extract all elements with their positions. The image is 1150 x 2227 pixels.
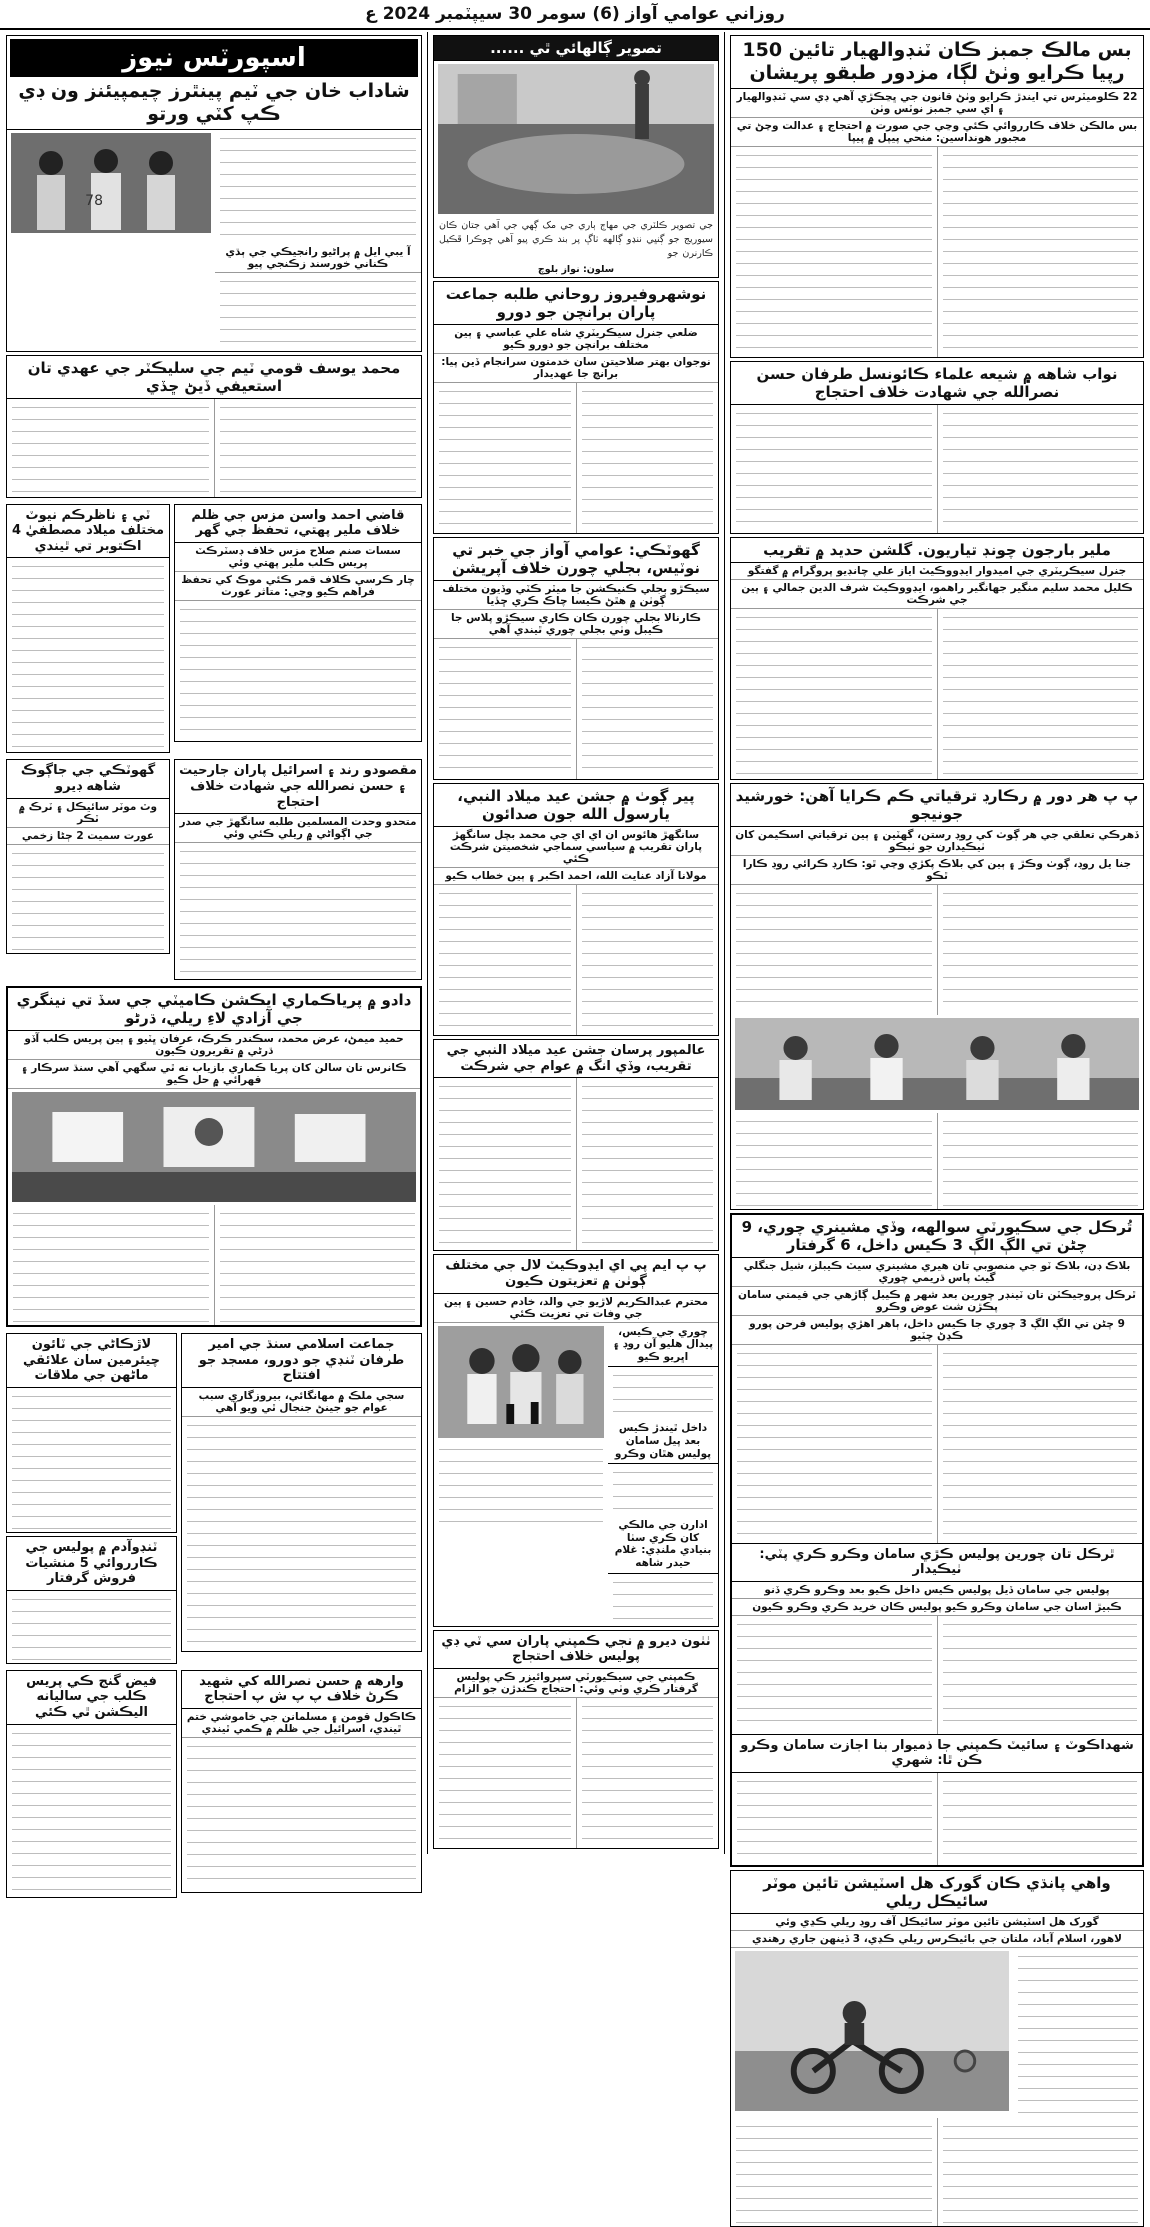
masthead: روزاني عوامي آواز (6) سومر 30 سيپٽمبر 2024 ع xyxy=(0,0,1150,30)
photo-credit: سلون: نواز بلوچ xyxy=(537,264,615,276)
motorcycle-icon xyxy=(735,1951,1009,2111)
sports-headline: شاداب خان جي ٽيم پينٿرز چيمپيئنز ون ڊي ڪپ کٽي ورتو xyxy=(7,77,421,130)
press-conference-photo xyxy=(438,1326,604,1438)
article-text xyxy=(1013,1948,1143,2118)
article-text xyxy=(608,1574,718,1626)
article-text xyxy=(7,1725,176,1897)
turkul-subheadline-3: 9 چڻن تي الڳ الڳ 3 چوري جا ڪيس داخل، ٻاهر اهڙي پوليس فرحن پورو ڪڍڻ چٽيو xyxy=(732,1316,1142,1345)
sports-subheadline: آ يبي ايل ۾ پراڻيو رانجيڪي جي ٻڌي ڪناني خورسند زڪنجي پيو xyxy=(215,244,421,273)
qazi-headline: قاضي احمد واسن مزس جي ظلم خلاف ملير پهتي، تحفظ جي گهر xyxy=(175,505,421,543)
article-text xyxy=(937,1113,1144,1209)
malir-headline: ملير بارجون چونڊ تياريون. گلشن حديد ۾ تقريب xyxy=(731,538,1143,563)
article-text xyxy=(732,1616,937,1734)
yousuf-story xyxy=(6,355,422,498)
pir-headline: پير ڳوٺ ۾ جشن عيد ميلاد النبي، يارسول الله جون صدائون xyxy=(434,784,718,827)
column-right xyxy=(728,32,1146,1945)
article-text xyxy=(215,130,421,244)
ppp-mid-story xyxy=(433,1254,719,1626)
turkul2-subheadline: پوليس جي سامان ڏيل پوليس ڪيس داخل ڪيو بعد وڪرو ڪري ڏنو xyxy=(732,1582,1142,1599)
cricket-players-icon xyxy=(11,133,211,233)
malir-subheadline-2: ڪليل محمد سليم منگير جهانگير راهمو، ايڊووڪيٽ شرف الدين جمالي ۽ ٻين جي شرڪت xyxy=(731,580,1143,609)
dadu-subheadline-2: ڪانرس تان سالن کان پريا ڪماري بازياب نه ٿي سگهي آهي سنڌ سرڪار ۽ قهرائي ۾ حل ڪيو xyxy=(8,1060,420,1089)
dadu-subheadline: حميد ميمڻ، عرض محمد، سڪندر ڪرڪ، عرفان ڀٽيو ۽ ٻين پريس ڪلب آڏو ڌرڻي ۾ تقريرون ڪيون xyxy=(8,1031,420,1060)
article-text xyxy=(731,2118,937,2226)
waahi-headline: واهي پانڌي ڪان گورک هل اسٽيشن تائين موٽر سائيڪل ريلي xyxy=(731,1871,1143,1914)
article-text xyxy=(732,1773,937,1865)
lead-subheadline-2: بس مالڪن خلاف ڪارروائي ڪئي وڃي جي صورت ۾ احتجاج ۽ عدالت وڃڻ تي مجبور هونداسين: منحي پيپل ۾ پيپا xyxy=(731,118,1143,147)
bike-rally-photo xyxy=(735,1951,1009,2111)
qazi-subheadline-2: چار ڪرسي ڪلاف قمر ڪئي موڪ کي تحفظ فراهم ڪيو وڃي: متاثر عورت xyxy=(175,572,421,601)
column-left xyxy=(4,32,424,1854)
ppp-subheadline: ڏهرڪي تعلقي جي هر ڳوٺ کي روڊ رستن، گهٽين ۽ ٻين ترقياتي اسڪيمن کان ٺيڪيدارن جو ٺيڪو xyxy=(731,827,1143,856)
article-text xyxy=(215,273,421,351)
maqsood-story xyxy=(174,759,422,980)
aalmpur-headline: عالمپور پرسان جشن عيد ميلاد النبي جي تقريب، وڏي انگ ۾ عوام جي شرڪت xyxy=(434,1040,718,1078)
article-text xyxy=(731,885,937,1015)
side-brief-3: ادارن جي مالڪي کان ڪري سٺا بنيادي ملنڊي: غلام حيدر شاهه xyxy=(608,1516,718,1573)
article-text xyxy=(576,383,719,533)
article-text xyxy=(576,885,719,1035)
article-text xyxy=(608,1464,718,1516)
ppp-subheadline-2: جنا يل روڊ، ڳوٺ وڪڙ ۽ ٻين کي بلاڪ پکڙي وڃي ٿو: ڪارڊ ڪرائي روڊ ڪارا ٿڪو xyxy=(731,856,1143,885)
microphone-icon xyxy=(438,1326,604,1438)
aalmpur-story xyxy=(433,1039,719,1251)
ghotki2-subheadline: وٽ موٽر سائيڪل ۽ ٽرڪ ۾ ٽڪر xyxy=(7,799,169,828)
jamaat-headline: جماعت اسلامي سنڌ جي امير طرفان ٽنڊي جو دورو، مسجد جو افتتاح xyxy=(182,1334,421,1388)
article-text xyxy=(937,1345,1143,1543)
flooded-street-photo xyxy=(438,64,714,214)
lead-story xyxy=(730,35,1144,358)
article-text xyxy=(8,1205,214,1325)
article-text xyxy=(175,601,421,741)
article-text xyxy=(608,1367,718,1419)
article-text xyxy=(732,1345,937,1543)
nawsharo-story xyxy=(433,281,719,534)
protest-banner-icon xyxy=(12,1092,416,1202)
sports-section xyxy=(6,35,422,352)
article-text xyxy=(434,885,576,1035)
jamaat-subheadline: سجي ملڪ ۾ مهانگائي، بيروزگاري سبب عوام جو جينڻ جنجال ٿي ويو آهي xyxy=(182,1388,421,1417)
people-seated-icon xyxy=(735,1018,1139,1110)
tithi-headline: ٽي ۽ ناظرڪم نيوٽ مختلف ميلاد مصطفيٰ 4 اڪتوبر تي ٿيندي xyxy=(7,505,169,559)
ppp-story xyxy=(730,783,1144,1210)
faiz-story xyxy=(6,1670,177,1898)
pir-subheadline-2: مولانا آزاد عنايت الله، احمد اڪبر ۽ ٻين خطاب ڪيو xyxy=(434,868,718,885)
article-text xyxy=(576,1698,719,1848)
water-icon xyxy=(438,64,714,214)
article-text xyxy=(7,845,169,953)
side-brief-1: چوري جي ڪيس، پيدال هليو آن روڊ ۽ اڀريو ڪيو xyxy=(608,1323,718,1368)
article-text xyxy=(7,1591,176,1663)
waahi-subheadline-2: لاهور، اسلام آباد، ملتان جي بائيڪرس ريلي ڪڍي، 3 ڏينهن جاري رهندي xyxy=(731,1931,1143,1948)
jamaat-story xyxy=(181,1333,422,1652)
ghotki2-subheadline-2: عورت سميت 2 ڄڻا زخمي xyxy=(7,828,169,845)
nawsharo-headline: نوشهروفيروز روحاني طلبه جماعت پاران برانچن جو دورو xyxy=(434,282,718,325)
ppp-mid-subheadline: محترم عبدالڪريم لاڙيو جي والد، خادم حسين ۽ ٻين جي وفات تي تعزيت ڪئي xyxy=(434,1294,718,1323)
ppp-headline: پ پ هر دور ۾ رڪارڊ ترقياتي ڪم ڪرايا آهن: خورشيد جونيجو xyxy=(731,784,1143,827)
warah-subheadline: ڪاڪول قومن ۽ مسلمانن جي خاموشي ختم ٿيندي، اسرائيل جي ظلم ۾ ڪمي ٿيندي xyxy=(182,1709,421,1738)
malir-subheadline: جنرل سيڪريٽري جي اميدوار ايڊووڪيٽ اياز علي چانڊيو پروگرام ۾ گفتگو xyxy=(731,563,1143,580)
dadu-story xyxy=(6,986,422,1327)
qazi-story xyxy=(174,504,422,742)
shahdadkot-headline: شهداڪوٽ ۽ سائيٽ ڪمپني جا ذميوار بنا اجازت سامان وڪرو ڪن ٿا: شهري xyxy=(732,1734,1142,1773)
photo-speaks xyxy=(433,35,719,278)
nawab-story xyxy=(730,361,1144,534)
column-middle xyxy=(431,32,721,1854)
yousuf-headline: محمد يوسف قومي ٽيم جي سليڪٽر جي عهدي تان استعيفي ڏيڻ ڇڏي xyxy=(7,356,421,399)
photo-caption: جي تصوير ڪلٽري جي مهاڄ ٻاري جي مک ڳهي جي آهي جتان ڪان سيوريج جو ڳنڀي ننڍو ڳالهه ٺاڳ پر بند ڪري پيو آهي ڇوڪرا ڦڪيل ڪارنرن جو xyxy=(439,220,713,259)
turkul2-subheadline-2: ڪبيڙ اسان جي سامان وڪرو ڪيو پوليس ڪان خريد ڪري وڪرو ڪيون xyxy=(732,1599,1142,1616)
larkana-story xyxy=(6,1333,177,1533)
ghotki2-story xyxy=(6,759,170,953)
pir-story xyxy=(433,783,719,1036)
nawsharo-subheadline-2: نوجوان بهتر صلاحيتن سان خدمتون سرانجام ڏين پيا: برانچ جا عهديدار xyxy=(434,354,718,383)
article-text xyxy=(937,147,1144,357)
article-text xyxy=(937,1773,1143,1865)
article-text xyxy=(434,1698,576,1848)
nawsharo-subheadline: ضلعي جنرل سيڪريٽري شاه علي عباسي ۽ ٻين مختلف برانچن جو دورو ڪيو xyxy=(434,325,718,354)
ghotki2-headline: گهوٽڪي جي جاڳوڪ شاهه ڊيرو xyxy=(7,760,169,798)
thodo-subheadline: ڪمپني جي سيڪيورٽي سپروائيزر ڪي پوليس گرفتار ڪري وٺي وئي: احتجاج ڪندڙن جو الزام xyxy=(434,1669,718,1698)
article-text xyxy=(434,639,576,779)
turkul-headline: تُرڪل جي سڪيورٽي سوالهه، وڏي مشينري چوري، 9 چڻن تي الڳ الڳ 3 ڪيس داخل، 6 گرفتار xyxy=(732,1215,1142,1258)
article-text xyxy=(937,2118,1144,2226)
larkana-headline: لاڙڪاڻي جي ٽائون چيئرمين سان علائقي ماڻهن جي ملاقات xyxy=(7,1334,176,1388)
tando-headline: ٽنڊوآدم ۾ پوليس جي ڪارروائي 5 منشيات فروش گرفتار xyxy=(7,1537,176,1591)
article-text xyxy=(731,405,937,533)
thodo-headline: ٺٺون ديرو ۾ نجي ڪمپني پاران سي ٽي ڊي پوليس خلاف احتجاج xyxy=(434,1631,718,1669)
lead-headline: بس مالڪ جمبز ڪان ٽنڊوالهيار تائين 150 رپيا ڪرايو وٺڻ لڳا، مزدور طبقو پريشان xyxy=(731,36,1143,89)
turkul-subheadline: بلاڪ ڊن، بلاڪ ٽو جي منصوبي تان هيري مشينري سيٽ ڪيبلز، شيل جنگلي گيٽ پاس ڌريمي چوري xyxy=(732,1258,1142,1287)
turkul2-headline: ٿرڪل تان چورين پوليس ڪڙي سامان وڪرو ڪري پٽي: ٺيڪيدار xyxy=(732,1543,1142,1582)
protest-photo xyxy=(12,1092,416,1202)
svg-text:78: 78 xyxy=(85,192,103,209)
turkul-subheadline-2: ٿرڪل پروجيڪٽن تان ٽينڊر چورين بعد شهر ۾ ڪيبل ڳاڙهي جي قيمتي سامان پڪڙن شت عوض وڪرو xyxy=(732,1287,1142,1316)
article-text xyxy=(576,639,719,779)
article-text xyxy=(214,1205,421,1325)
cricket-team-photo xyxy=(11,133,211,233)
lead-subheadline: 22 ڪلوميٽرس تي ايندڙ ڪرايو وٺڻ قانون جي ڀڃڪڙي آهي ڊي سي ٽنڊوالهيار ۽ اي سي جمبز نوٽس وٺن xyxy=(731,89,1143,118)
faiz-headline: فيض گنج ڪي پريس ڪلب جي ساليانه اليڪشن ٿي ڪئي xyxy=(7,1671,176,1725)
waahi-subheadline: گورک هل اسٽيشن تائين موٽر سائيڪل آف روڊ ريلي ڪڍي وئي xyxy=(731,1914,1143,1931)
article-text xyxy=(576,1078,719,1250)
warah-story xyxy=(181,1670,422,1893)
article-text xyxy=(214,399,422,497)
article-text xyxy=(434,1441,608,1525)
article-text xyxy=(937,885,1144,1015)
qazi-subheadline: سسات صنم صلاح مزس خلاف ڊسٽرڪٽ پريس ڪلب ملير پهتي وئي xyxy=(175,543,421,572)
article-text xyxy=(434,1078,576,1250)
tando-story xyxy=(6,1536,177,1664)
maqsood-headline: مقصودو رند ۽ اسرائيل پاران جارحيت ۽ حسن نصرالله جي شهادت خلاف احتجاج xyxy=(175,760,421,814)
article-text xyxy=(7,399,214,497)
side-briefs xyxy=(608,1323,718,1626)
turkul-story xyxy=(730,1213,1144,1867)
malir-story xyxy=(730,537,1144,780)
ghotki-subheadline-2: ڪارنالا بجلي چورن ڪان ڪاري سيڪڙو پلاس جا ڪيبل وٺي بجلي چوري ٿيندي آهي xyxy=(434,610,718,639)
article-text xyxy=(182,1738,421,1892)
ghotki-headline: گهوٽڪي: عوامي آواز جي خبر تي نوٽيس، بجلي چورن خلاف آپريشن xyxy=(434,538,718,581)
article-text xyxy=(7,558,169,752)
nawab-headline: نواب شاهه ۾ شيعه علماء ڪائونسل طرفان حسن نصرالله جي شهادت خلاف احتجاج xyxy=(731,362,1143,405)
article-text xyxy=(175,843,421,979)
article-text xyxy=(434,383,576,533)
ppp-mid-headline: پ پ ايم پي اي ايڊوڪيٽ لال جي مختلف ڳوٺن ۾ تعزيتون ڪيون xyxy=(434,1255,718,1293)
article-text xyxy=(937,405,1144,533)
article-text xyxy=(182,1417,421,1651)
article-text xyxy=(731,147,937,357)
warah-headline: وارهه ۾ حسن نصرالله کي شهيد ڪرڻ خلاف پ پ ش پ احتجاج xyxy=(182,1671,421,1709)
article-text xyxy=(937,609,1144,779)
ghotki-story xyxy=(433,537,719,780)
article-text xyxy=(731,609,937,779)
article-text xyxy=(731,1113,937,1209)
side-brief-2: داخل ٿيندڙ ڪيس بعد پيل سامان پوليس هٿان وڪرو xyxy=(608,1419,718,1464)
photo-speaks-title: تصوير ڳالهائي ٿي ...... xyxy=(434,36,718,61)
article-text xyxy=(937,1616,1143,1734)
maqsood-subheadline: متحدو وحدت المسلمين طلبه سانگهڙ جي صدر جي اڳواڻي ۾ ريلي ڪئي وئي xyxy=(175,814,421,843)
waahi-story xyxy=(730,1870,1144,2227)
thodo-story xyxy=(433,1630,719,1849)
dadu-headline: دادو ۾ پرياڪماري ايڪشن ڪاميٽي جي سڏ تي نينگري جي آزادي لاءِ ريلي، ڌرڻو xyxy=(8,988,420,1031)
tithi-story xyxy=(6,504,170,754)
sports-title: اسپورٽس نيوز xyxy=(10,39,418,77)
article-text xyxy=(7,1388,176,1532)
meeting-photo xyxy=(735,1018,1139,1110)
pir-subheadline: سانگهڙ هائوس ان اي اي جي محمد بچل سانگهڙ پاران تقريب ۾ سياسي سماجي شخصيتن شرڪت ڪئي xyxy=(434,827,718,868)
ghotki-subheadline: سيڪڙو بجلي ڪنيڪشن جا ميٽر ڪٽي وڏيون مختلف ڳوٺن ۾ هٿڻ ڪيسا چاڪ ڪري ڇڏيا xyxy=(434,581,718,610)
